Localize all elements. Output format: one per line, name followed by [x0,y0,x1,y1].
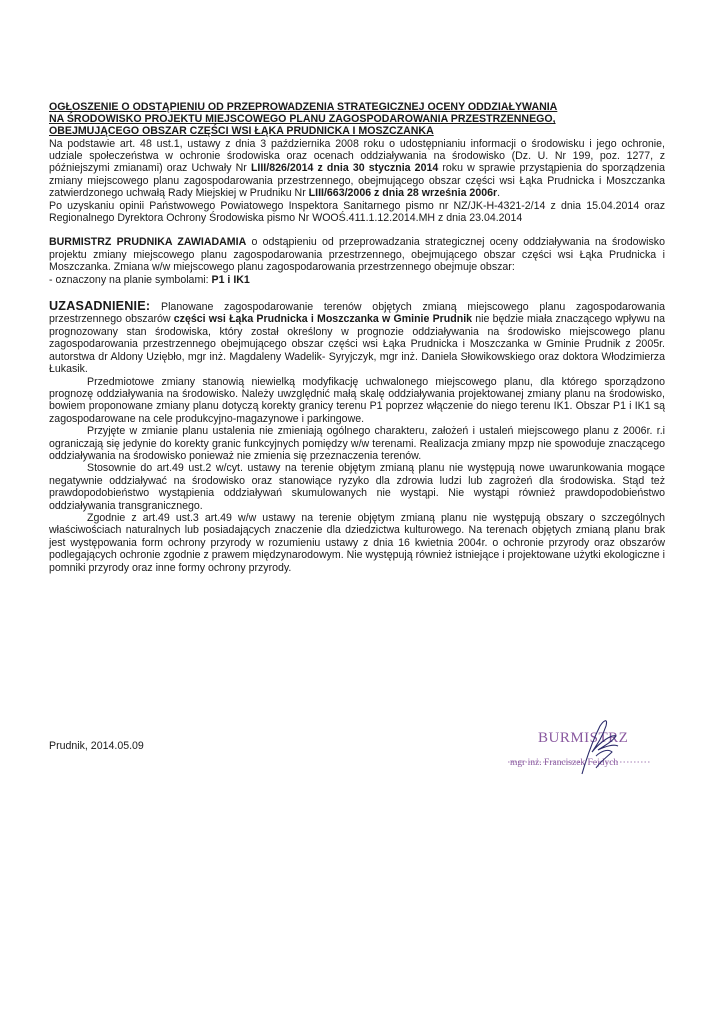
symbols-prefix: - oznaczony na planie symbolami: [49,273,212,286]
stamp-name: mgr inż. Franciszek Fejdych [510,758,619,768]
justification-heading: UZASADNIENIE: [49,299,151,314]
symbols-line [49,274,665,286]
announcement-text: o odstąpieniu od przeprowadzania strategicznej oceny oddziaływania na środowisko projektu zmiany miejscowego planu zagospodarowania przestrzennego, obejmującego obszar części wsi Łąka Prudnicka i Moszczanka. Zmiana w/w miejscowego planu zagospodarowania przestrzennego obejmuje obszar: [49,236,665,274]
justification-text-a: Planowane zagospodarowanie terenów objętych zmianą miejscowego planu zagospodarowania przestrzennego obszarów [49,301,665,326]
title-line-2: NA ŚRODOWISKO PROJEKTU MIEJSCOWEGO PLANU ZAGOSPODAROWANIA PRZESTRZENNEGO, [49,113,556,126]
stamp-title: BURMISTRZ [538,730,629,746]
title-line-3: OBEJMUJĄCEGO OBSZAR CZĘŚCI WSI ŁĄKA PRUDNICKA I MOSZCZANKA [49,125,434,138]
legal-basis-text-a: Na podstawie art. 48 ust.1, ustawy z dnia 3 października 2008 roku o udostępnianiu informacji o środowisku i jego ochronie, udziale społeczeństwa w ochronie środowiska oraz ocenach oddziaływania na środowisko (Dz. U. Nr 199, poz. 1277, z późniejszymi zmianami) oraz Uchwały Nr [49,137,665,175]
announcement-paragraph [49,236,665,273]
mayor-announces: BURMISTRZ PRUDNIKA ZAWIADAMIA [49,236,247,249]
mayor-stamp [500,712,670,782]
legal-basis-text-e: . [497,187,501,200]
justification-area-name: części wsi Łąka Prudnicka i Moszczanka w Gminie Prudnik [173,313,473,326]
justification-paragraph-3: Przyjęte w zmianie planu ustalenia nie zmieniają ogólnego charakteru, założeń i ustaleń miejscowego planu z 2006r. r.i ograniczają się jedynie do korekty granic funkcyjnych pomiędzy w/w terenami. Realizacja zmiany mpzp nie spowoduje znaczącego oddziaływania na środowisko ponieważ nie zmienia się przeznaczenia terenów. [49,425,665,462]
handwritten-signature [500,712,670,782]
legal-basis-text-c: roku w sprawie przystąpienia do sporządzenia zmiany miejscowego planu zagospodarowania przestrzennego, obejmującego obszar części wsi Łąka Prudnicka i Moszczanka zatwierdzonego uchwałą Rady Miejskiej w Prudniku Nr [49,162,665,200]
justification-paragraph-2: Przedmiotowe zmiany stanowią niewielką modyfikację uchwalonego miejscowego planu, dla którego sporządzono prognozę oddziaływania na środowisko. Należy uwzględnić małą skalę oddziaływania projektowanej zmiany planu na środowisko, bowiem proponowane zmiany planu dotyczą korekty granicy terenu P1 poprzez włączenie do niego terenu IK1. Obszar P1 i IK1 są zagospodarowane na cele produkcyjno-magazynowe i parkingowe. [49,375,665,425]
place-and-date: Prudnik, 2014.05.09 [49,740,144,752]
justification-paragraph-5: Zgodnie z art.49 ust.3 art.49 w/w ustawy na terenie objętym zmianą planu nie występują obszary o szczególnych właściwościach naturalnych lub posiadających znaczenie dla dziedzictwa kulturowego. Na terenach objętych zmianą planu brak jest występowania form ochrony przyrody w rozumieniu ustawy z dnia 16 kwietnia 2004r. o ochronie przyrody oraz obszarów podlegających ochronie zgodnie z prawem międzynarodowym. Nie występują również istniejące i projektowane użytki ekologiczne i pomniki przyrody oraz inne formy ochrony przyrody. [49,511,665,574]
legal-basis-paragraph [49,138,665,200]
plan-symbols: P1 i IK1 [211,273,250,286]
document-body [49,101,665,574]
announcement-title [49,101,665,138]
title-line-1: OGŁOSZENIE O ODSTĄPIENIU OD PRZEPROWADZENIA STRATEGICZNEJ OCENY ODDZIAŁYWANIA [49,101,558,113]
resolution-number-2006: LIII/663/2006 z dnia 28 września 2006r [308,187,498,200]
resolution-number-2014: LIII/826/2014 z dnia 30 stycznia 2014 [250,162,439,175]
justification-paragraph-1 [49,300,665,375]
justification-text-c: nie będzie miała znaczącego wpływu na prognozowany stan środowiska, który został określony w prognozie oddziaływania na środowisko miejscowego planu zagospodarowania przestrzennego obejmującego obszar części wsi Łąka Prudnicka i Moszczanka w Gminie Prudnik z 2005r. autorstwa dr Aldony Uziębło, mgr inż. Magdaleny Wadelik- Syryjczyk, mgr inż. Daniela Słowikowskiego oraz doktora Włodzimierza Łukasik. [49,313,665,376]
opinions-paragraph: Po uzyskaniu opinii Państwowego Powiatowego Inspektora Sanitarnego pismo nr NZ/JK-H-4321-2/14 z dnia 15.04.2014 oraz Regionalnego Dyrektora Ochrony Środowiska pismo Nr WOOŚ.411.1.12.2014.MH z dnia 23.04.2014 [49,199,665,225]
justification-paragraph-4: Stosownie do art.49 ust.2 w/cyt. ustawy na terenie objętym zmianą planu nie występują nowe uwarunkowania mogące negatywnie oddziaływać na środowisko oraz stanowiące ryzyko dla zdrowia ludzi lub zagrożeń dla środowiska. Stąd też prawdopodobieństwo wystąpienia oddziaływań skumulowanych nie wystąpi. Nie wystąpi również prawdopodobieństwo oddziaływania transgranicznego. [49,462,665,512]
